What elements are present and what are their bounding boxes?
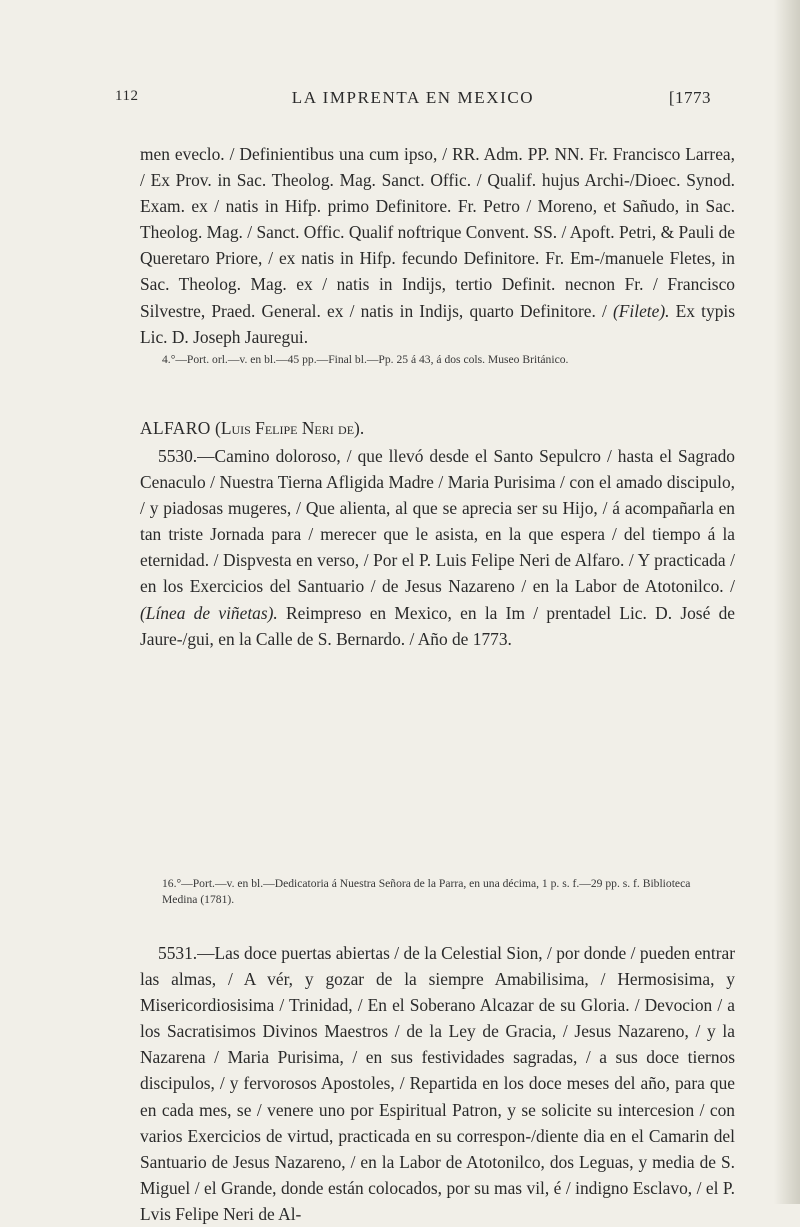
entry-5529-continuation	[140, 141, 735, 350]
entry-text: 5530.—Camino doloroso, / que llevó desde el Santo Sepulcro / hasta el Sagrado Cenaculo / Nuestra Tierna Afligida Madre / Maria Purisima / con el amado discipulo, / y piadosas mugeres, / Que alienta, al que se aprecia ser su Hijo, / á acompañarla en tan triste Jornada para / merecer que le asista, en la que espera / del tiempo á la eternidad. / Dispvesta en verso, / Por el P. Luis Felipe Neri de Alfaro. / Y practicada / en los Exercicios del Santuario / de Jesus Nazareno / en la Labor de Atotonilco. /	[140, 446, 735, 597]
bibliographic-note-5529: 4.°—Port. orl.—v. en bl.—45 pp.—Final bl.—Pp. 25 á 43, á dos cols. Museo Británico.	[162, 353, 569, 366]
author-heading	[140, 415, 735, 441]
entry-italic-note: (Línea de viñetas).	[140, 602, 278, 623]
entry-5531: 5531.—Las doce puertas abiertas / de la Celestial Sion, / por donde / pueden entrar las almas, / A vér, y gozar de la siempre Amabilisima, / Hermosisima, y Misericordiosisima / Trinidad, / En el Soberano Alcazar de su Gloria. / Devocion / a los Sacratisimos Divinos Maestros / de la Ley de Gracia, / Jesus Nazareno, / y la Nazarena / Maria Purisima, / en sus festividades sagradas, / a sus doce tiernos discipulos, / y fervorosos Apostoles, / Repartida en los doce meses del año, para que en cada mes, se / venere uno por Espiritual Patron, y se solicite su intercesion / con varios Exercicios de virtud, practicada en su correspon-/diente dia en el Camarin del Santuario de Jesus Nazareno, / en la Labor de Atotonilco, dos Leguas, y media de S. Miguel / el Grande, donde están colocados, por su mas vil, é / indigno Esclavo, / el P. Lvis Felipe Neri de Al-	[140, 943, 735, 1224]
entry-imprint: Reimpreso en Mexico, en la Im / prentadel Lic. D. José de Jaure-/gui, en la Calle de S. Bernardo. / Año de 1773.	[140, 602, 735, 649]
author-name: ALFARO	[140, 418, 211, 438]
bibliographic-note-5530: 16.°—Port.—v. en bl.—Dedicatoria á Nuestra Señora de la Parra, en una décima, 1 p. s. f.—29 pp. s. f. Biblioteca Medina (1781).	[162, 877, 691, 906]
entry-imprint: Ex typis Lic. D. Joseph Jauregui.	[140, 300, 735, 347]
running-title: LA IMPRENTA EN MEXICO	[291, 88, 535, 107]
entry-text: men eveclo. / Definientibus una cum ipso, / RR. Adm. PP. NN. Fr. Francisco Larrea, / Ex Prov. in Sac. Theolog. Mag. Sanct. Offic. / Qualif. hujus Archi-/Dioec. Synod. Exam. ex / natis in Hifp. primo Definitore. Fr. Petro / Moreno, et Sañudo, in Sac. Theolog. Mag. / Sanct. Offic. Qualif noftrique Convent. SS. / Apoft. Petri, & Pauli de Queretaro Priore, / ex natis in Hifp. fecundo Definitore. Fr. Em-/manuele Fletes, in Sac. Theolog. Mag. ex / natis in Indijs, tertio Definit. necnon Fr. / Francisco Silvestre, Praed. General. ex / natis in Indijs, quarto Definitore. /	[140, 144, 735, 321]
entry-italic-note: (Filete).	[613, 300, 670, 321]
year-reference: [1773	[668, 88, 711, 107]
author-detail: (Luis Felipe Neri de).	[215, 418, 365, 438]
page-edge-shadow	[774, 0, 800, 1204]
running-header	[115, 88, 711, 110]
page-number: 112	[115, 88, 139, 104]
entry-5530	[140, 443, 735, 652]
